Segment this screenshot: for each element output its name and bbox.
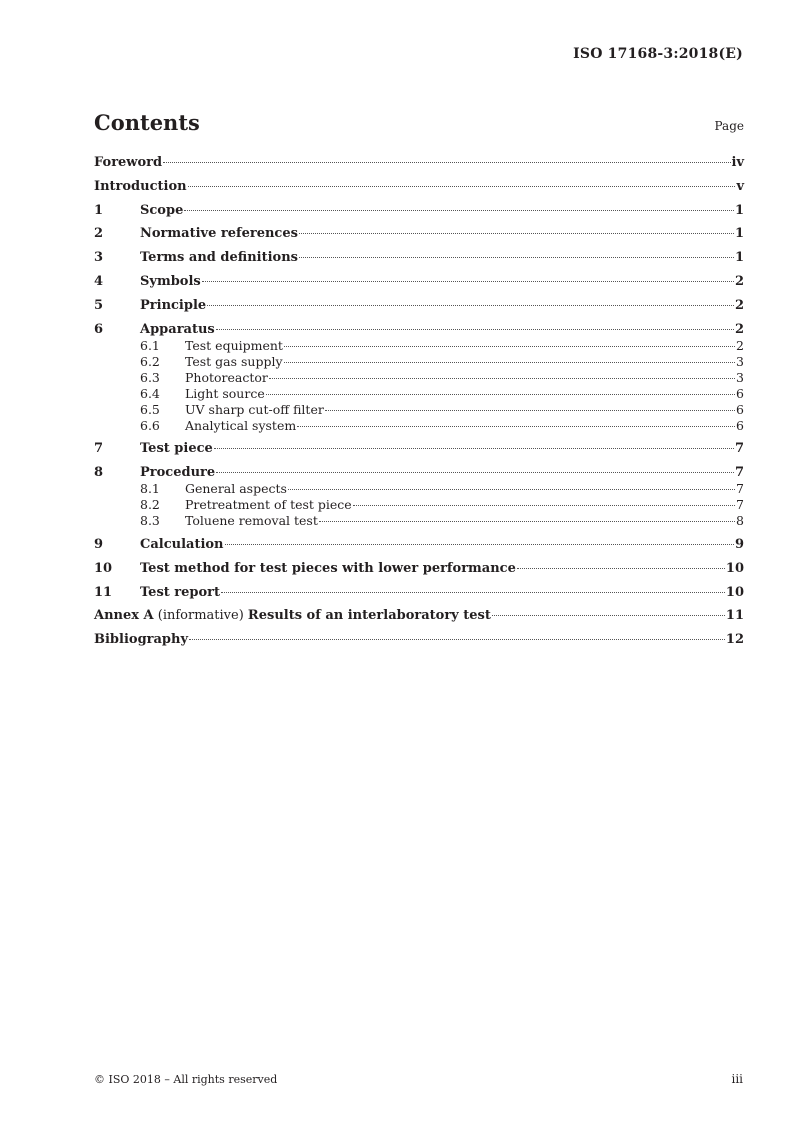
toc-entry-page: 7 (734, 465, 744, 481)
dot-leader (269, 378, 735, 379)
document-id: ISO 17168-3:2018(E) (573, 46, 743, 62)
toc-entry[interactable] (94, 537, 744, 553)
dot-leader (284, 346, 735, 347)
toc-entry[interactable] (94, 497, 744, 513)
toc-entry-page: 8 (736, 513, 744, 529)
toc-entry-page: 1 (734, 250, 744, 266)
dot-leader (517, 568, 725, 569)
toc-entry-page: iv (731, 155, 744, 170)
toc-entry-title (185, 354, 283, 370)
toc-entry-title (185, 418, 296, 434)
dot-leader (353, 505, 735, 506)
toc-entry-title-annotation: (informative) (153, 608, 248, 624)
toc-entry[interactable] (94, 226, 744, 242)
toc-entry-page: 3 (736, 369, 744, 385)
toc-entry-title-text: Analytical system (185, 417, 297, 433)
page-number: iii (731, 1072, 743, 1086)
toc-entry-number: 1 (94, 202, 104, 218)
toc-entry[interactable] (94, 155, 744, 171)
toc-entry-page: 2 (734, 273, 744, 289)
toc-entry-title (94, 632, 188, 648)
dot-leader (284, 362, 736, 363)
toc-entry-number: 6.5 (140, 401, 160, 417)
toc-entry-title (140, 298, 206, 314)
toc-entry-number: 10 (94, 560, 113, 576)
toc-entry-title-text: Principle (140, 297, 207, 313)
toc-entry[interactable] (94, 298, 744, 314)
toc-entry-title-text: Photoreactor (185, 369, 268, 385)
dot-leader (492, 615, 725, 616)
toc-entry[interactable] (94, 402, 744, 418)
toc-entry-page: 1 (734, 226, 744, 242)
toc-entry[interactable] (94, 203, 744, 219)
toc-entry[interactable] (94, 632, 744, 648)
copyright-notice: © ISO 2018 – All rights reserved (94, 1073, 278, 1086)
toc-entry-number: 8.3 (140, 513, 160, 529)
toc-entry-number: 6.6 (140, 417, 160, 433)
toc-entry-number: 9 (94, 536, 104, 552)
toc-entry-title-text: Test method for test pieces with lower performance (140, 560, 516, 576)
toc-entry-title (185, 481, 287, 497)
toc-entry-title-text: Toluene removal test (185, 513, 318, 529)
toc-entry-title (185, 497, 352, 513)
contents-title: Contents (94, 110, 200, 135)
toc-entry-number: 6 (94, 321, 104, 337)
toc-entry[interactable] (94, 481, 744, 497)
toc-entry-title-text: Pretreatment of test piece (185, 497, 352, 513)
toc-entry-title (140, 203, 183, 219)
toc-entry-title-text: Apparatus (140, 321, 215, 337)
toc-entry-title (140, 322, 215, 338)
dot-leader (202, 281, 734, 282)
toc-entry[interactable] (94, 418, 744, 434)
dot-leader (188, 186, 736, 187)
toc-entry-number: 3 (94, 250, 104, 266)
toc-entry-title (94, 155, 162, 171)
toc-entry-title (140, 226, 298, 242)
toc-entry[interactable] (94, 179, 744, 195)
toc-entry-number: 4 (94, 273, 104, 289)
contents-header (94, 110, 744, 135)
toc-entry-number: 2 (94, 226, 104, 242)
dot-leader (163, 162, 730, 163)
toc-entry[interactable] (94, 465, 744, 481)
toc-entry-number: 8 (94, 465, 104, 481)
page-column-label: Page (714, 119, 744, 133)
toc-entry-page: 7 (736, 481, 744, 497)
toc-entry-title (185, 370, 268, 386)
toc-entry-title-text: Introduction (94, 178, 187, 194)
dot-leader (221, 592, 725, 593)
toc-entry-page: 10 (725, 584, 744, 600)
toc-entry-title (140, 250, 298, 266)
toc-entry-title-text: Test equipment (185, 337, 283, 353)
toc-entry[interactable] (94, 386, 744, 402)
toc-entry-title (140, 441, 213, 457)
toc-entry[interactable] (94, 322, 744, 338)
toc-entry-title-text: Test piece (140, 441, 213, 457)
toc-entry[interactable] (94, 441, 744, 457)
toc-entry-title-text: Calculation (140, 536, 224, 552)
toc-entry-title (140, 465, 215, 481)
toc-entry[interactable] (94, 354, 744, 370)
dot-leader (225, 544, 734, 545)
toc-entry-title-text: Test report (140, 584, 221, 600)
toc-entry-title-text: Test gas supply (185, 353, 283, 369)
toc-entry-page: 6 (736, 417, 744, 433)
toc-entry-title (185, 386, 265, 402)
toc-entry-title (185, 338, 283, 354)
toc-entry-page: 6 (736, 385, 744, 401)
toc-entry-page: 7 (734, 441, 744, 457)
toc-entry-title-text: General aspects (185, 481, 287, 497)
toc-entry-title (140, 274, 201, 290)
dot-leader (288, 489, 735, 490)
toc-entry[interactable] (94, 561, 744, 577)
toc-entry-title-text: Light source (185, 385, 265, 401)
toc-entry-title-text: Procedure (140, 465, 216, 481)
toc-entry[interactable] (94, 338, 744, 354)
toc-entry[interactable] (94, 585, 744, 601)
toc-entry-page: 9 (734, 536, 744, 552)
toc-entry-title-text: UV sharp cut-off filter (185, 401, 324, 417)
toc-entry[interactable] (94, 370, 744, 386)
toc-entry-page: 7 (736, 497, 744, 513)
toc-entry[interactable] (94, 513, 744, 529)
toc-entry-title (94, 179, 187, 195)
dot-leader (184, 210, 734, 211)
toc-entry-number: 8.1 (140, 481, 160, 497)
dot-leader (266, 394, 735, 395)
toc-entry-number: 6.3 (140, 369, 160, 385)
toc-entry-page: 1 (734, 202, 744, 218)
toc-entry-number: 11 (94, 584, 113, 600)
toc-entry[interactable] (94, 608, 744, 624)
dot-leader (325, 410, 735, 411)
toc-entry-number: 8.2 (140, 497, 160, 513)
toc-entry-title-text: Scope (140, 202, 184, 218)
toc-entry-page: 11 (725, 608, 744, 624)
toc-entry-page: v (736, 178, 744, 194)
dot-leader (299, 233, 734, 234)
dot-leader (297, 426, 735, 427)
toc-entry-title (140, 561, 516, 577)
toc-entry-title (140, 537, 224, 553)
dot-leader (207, 305, 734, 306)
toc-entry-page: 2 (736, 337, 744, 353)
toc-entry-title-text: Terms and definitions (140, 250, 298, 266)
toc-entry-title-text: Normative references (140, 226, 298, 242)
dot-leader (299, 257, 734, 258)
toc-entry-page: 10 (725, 560, 744, 576)
toc-entry[interactable] (94, 274, 744, 290)
toc-entry-title-text: Foreword (94, 155, 163, 170)
dot-leader (189, 639, 725, 640)
toc-entry-page: 3 (736, 353, 744, 369)
toc-entry-number: 6.4 (140, 385, 160, 401)
toc-entry-number: 7 (94, 441, 104, 457)
toc-entry-page: 6 (736, 401, 744, 417)
toc-entry-number: 5 (94, 297, 104, 313)
table-of-contents (94, 155, 744, 648)
toc-entry[interactable] (94, 250, 744, 266)
toc-entry-title-text: Symbols (140, 273, 201, 289)
dot-leader (214, 448, 734, 449)
toc-entry-title (185, 513, 318, 529)
toc-entry-title-text: Annex A (94, 608, 154, 624)
toc-entry-title (94, 608, 491, 624)
toc-entry-title-text: Bibliography (94, 632, 189, 648)
toc-entry-number: 6.2 (140, 353, 160, 369)
dot-leader (319, 521, 735, 522)
toc-entry-page: 2 (734, 321, 744, 337)
dot-leader (216, 472, 734, 473)
dot-leader (216, 329, 734, 330)
toc-entry-page: 2 (734, 297, 744, 313)
toc-entry-title (140, 585, 220, 601)
toc-entry-page: 12 (725, 632, 744, 648)
toc-entry-number: 6.1 (140, 337, 160, 353)
toc-entry-title-tail: Results of an interlaboratory test (247, 608, 491, 624)
toc-entry-title (185, 402, 324, 418)
